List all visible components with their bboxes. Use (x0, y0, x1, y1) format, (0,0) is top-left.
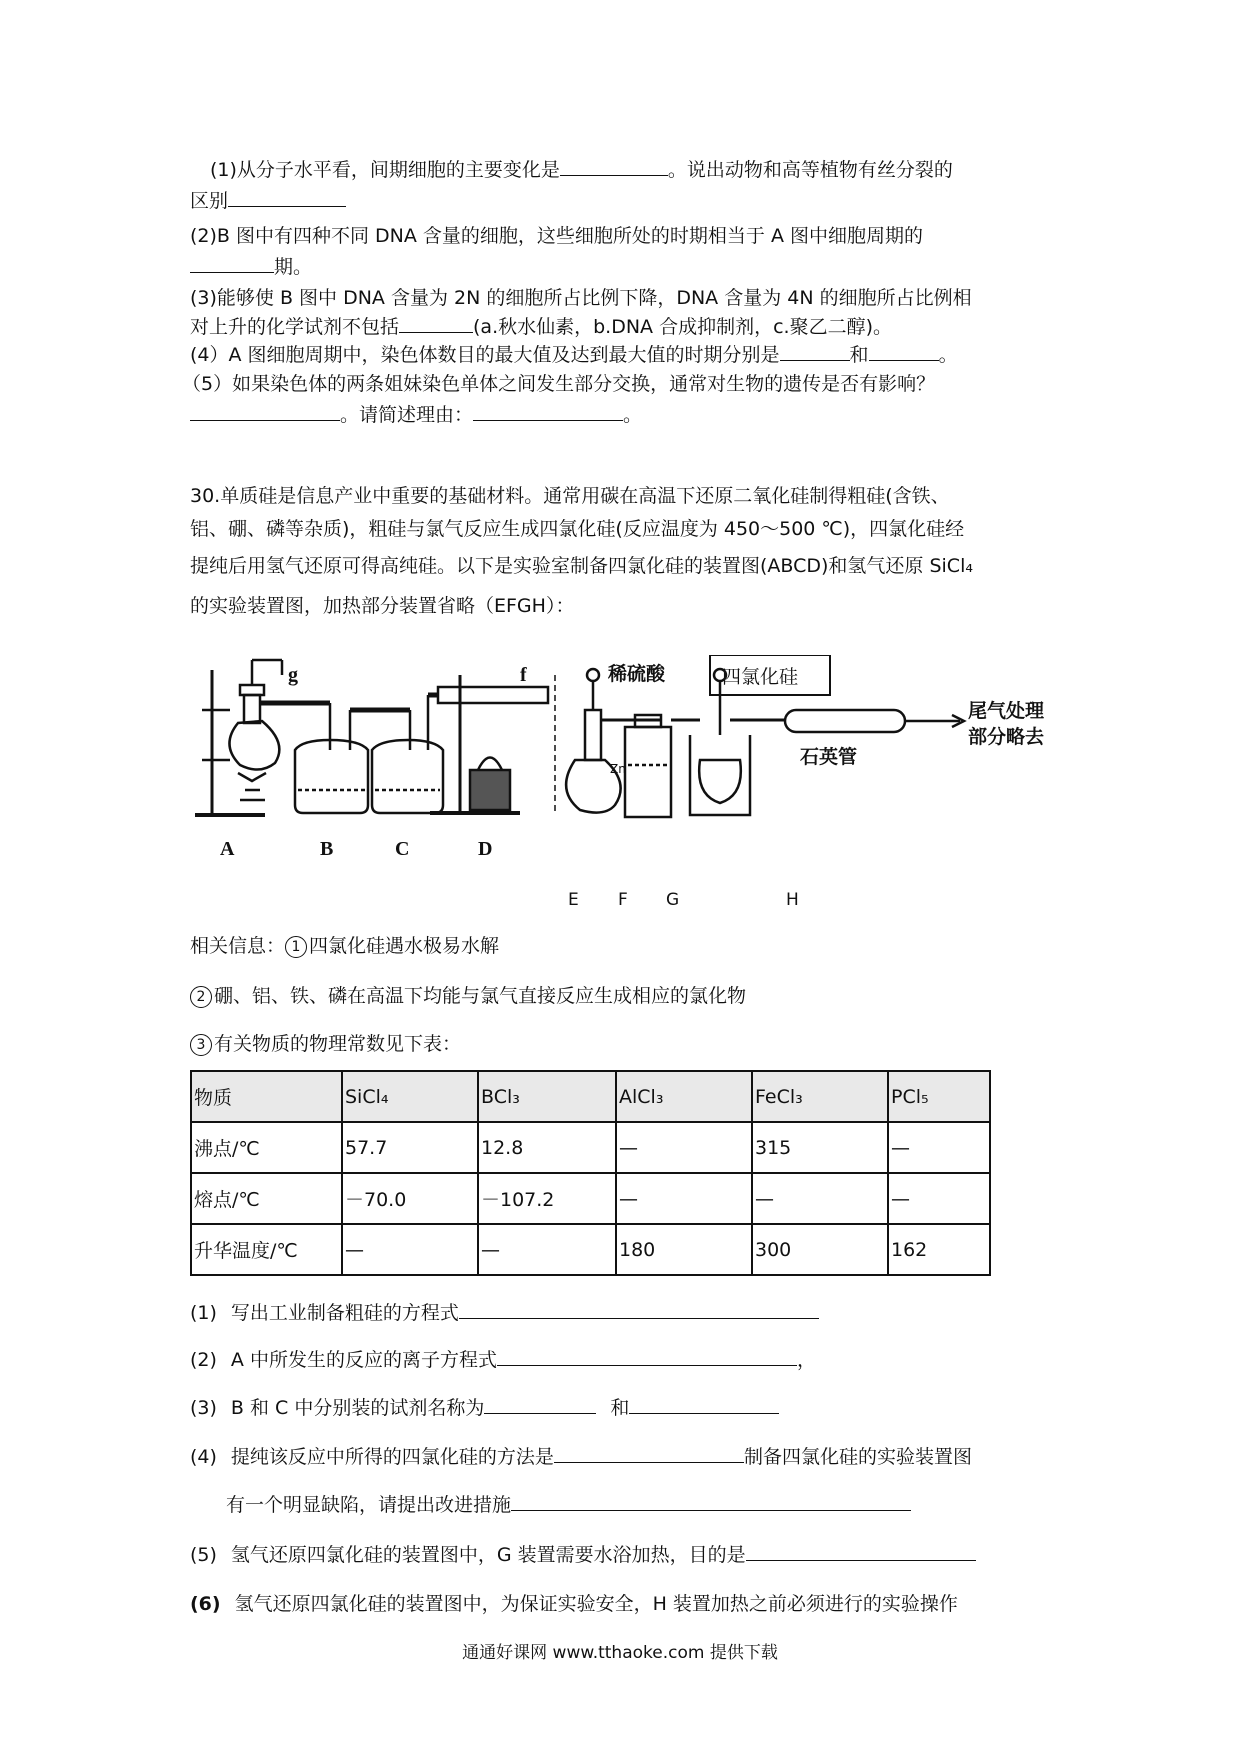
label-F: F (618, 890, 628, 910)
info-line-2: 2 硼、铝、铁、磷在高温下均能与氯气直接反应生成相应的氯化物 (190, 982, 746, 1010)
answer-blank[interactable] (459, 1298, 819, 1319)
table-header-cell: SiCl₄ (342, 1071, 478, 1122)
page-footer: 通通好课网 www.tthaoke.com 提供下载 (462, 1643, 778, 1663)
answer-blank[interactable] (560, 155, 668, 176)
answer-blank[interactable] (228, 186, 346, 207)
answer-blank[interactable] (190, 400, 340, 421)
sub-question-2: (2) A 中所发生的反应的离子方程式 ， (190, 1345, 816, 1374)
q30-intro-1: 30.单质硅是信息产业中重要的基础材料。通常用碳在高温下还原二氧化硅制得粗硅(含铁、 (190, 485, 950, 507)
label-B: B (320, 838, 334, 860)
table-row (191, 1224, 990, 1275)
table-row (191, 1173, 990, 1224)
label-acid: 稀硫酸 (608, 663, 666, 685)
table-cell: 熔点/℃ (191, 1173, 342, 1224)
answer-blank[interactable] (399, 312, 473, 333)
answer-blank[interactable] (746, 1540, 976, 1561)
answer-blank[interactable] (629, 1393, 779, 1414)
physical-constants-table (190, 1070, 991, 1276)
q29-line-3: (2)B 图中有四种不同 DNA 含量的细胞，这些细胞所处的时期相当于 A 图中细胞周期的 (190, 225, 923, 247)
label-tail-2: 部分略去 (968, 726, 1045, 748)
q29-line-6: 对上升的化学试剂不包括 (a.秋水仙素，b.DNA 合成抑制剂，c.聚乙二醇)。 (190, 312, 892, 341)
label-A: A (220, 838, 235, 860)
apparatus-figure (190, 655, 1070, 915)
label-D: D (478, 838, 493, 860)
table-cell: — (616, 1122, 752, 1173)
answer-blank[interactable] (484, 1393, 596, 1414)
label-f: f (520, 664, 527, 686)
q29-line-9: 。请简述理由： 。 (190, 400, 642, 429)
table-cell: 300 (752, 1224, 888, 1275)
table-row (191, 1122, 990, 1173)
sub-question-1: (1) 写出工业制备粗硅的方程式 (190, 1298, 819, 1327)
q29-line-8: （5）如果染色体的两条姐妹染色单体之间发生部分交换，通常对生物的遗传是否有影响？ (182, 373, 936, 395)
answer-blank[interactable] (869, 340, 939, 361)
label-G: G (666, 890, 680, 910)
table-header-cell: 物质 (191, 1071, 342, 1122)
sub-question-5: (5) 氢气还原四氯化硅的装置图中，G 装置需要水浴加热，目的是 (190, 1540, 976, 1569)
table-cell: — (888, 1122, 990, 1173)
table-cell: 12.8 (478, 1122, 616, 1173)
table-header-cell: PCl₅ (888, 1071, 990, 1122)
sub-question-4b: 有一个明显缺陷，请提出改进措施 (226, 1490, 911, 1519)
q29-line-1: (1)从分子水平看，间期细胞的主要变化是 。说出动物和高等植物有丝分裂的 (210, 155, 953, 184)
answer-blank[interactable] (780, 340, 850, 361)
q29-line-4: 期。 (190, 252, 312, 281)
table-header-row (191, 1071, 990, 1122)
answer-blank[interactable] (511, 1490, 911, 1511)
answer-blank[interactable] (473, 400, 623, 421)
table-cell: — (752, 1173, 888, 1224)
label-tail-1: 尾气处理 (968, 700, 1045, 722)
table-cell: — (478, 1224, 616, 1275)
info-line-3: 3 有关物质的物理常数见下表： (190, 1030, 461, 1058)
circled-number: 2 (190, 986, 212, 1008)
answer-blank[interactable] (190, 252, 274, 273)
q30-intro-3: 提纯后用氢气还原可得高纯硅。以下是实验室制备四氯化硅的装置图(ABCD)和氢气还原 SiCl₄ (190, 555, 973, 577)
label-g: g (288, 664, 298, 686)
table-cell: －107.2 (478, 1173, 616, 1224)
label-zn: Zn (610, 762, 626, 776)
table-header-cell: AlCl₃ (616, 1071, 752, 1122)
sub-question-6: (6) 氢气还原四氯化硅的装置图中，为保证实验安全，H 装置加热之前必须进行的实验操作 (190, 1593, 958, 1615)
circled-number: 3 (190, 1034, 212, 1056)
table-cell: — (342, 1224, 478, 1275)
sub-question-3: (3) B 和 C 中分别装的试剂名称为 和 (190, 1393, 779, 1422)
table-cell: 315 (752, 1122, 888, 1173)
q29-line-2: 区别 (190, 186, 346, 215)
label-C: C (395, 838, 410, 860)
table-cell: 57.7 (342, 1122, 478, 1173)
table-cell: 180 (616, 1224, 752, 1275)
q30-intro-4: 的实验装置图，加热部分装置省略（EFGH）： (190, 595, 575, 617)
label-E: E (568, 890, 579, 910)
q29-line-5: (3)能够使 B 图中 DNA 含量为 2N 的细胞所占比例下降，DNA 含量为 4N 的细胞所占比例相 (190, 287, 972, 309)
table-header-cell: BCl₃ (478, 1071, 616, 1122)
table-cell: 162 (888, 1224, 990, 1275)
answer-blank[interactable] (554, 1442, 744, 1463)
table-cell: －70.0 (342, 1173, 478, 1224)
label-H: H (786, 890, 799, 910)
q30-intro-2: 铝、硼、磷等杂质)，粗硅与氯气反应生成四氯化硅(反应温度为 450～500 ℃)，四氯化硅经 (190, 518, 965, 540)
table-cell: 沸点/℃ (191, 1122, 342, 1173)
info-line-1: 相关信息： 1 四氯化硅遇水极易水解 (190, 935, 500, 957)
label-quartz: 石英管 (800, 746, 858, 768)
sub-question-4a: (4) 提纯该反应中所得的四氯化硅的方法是 制备四氯化硅的实验装置图 (190, 1442, 972, 1471)
circled-number: 1 (285, 936, 307, 958)
answer-blank[interactable] (497, 1345, 797, 1366)
table-cell: — (616, 1173, 752, 1224)
table-header-cell: FeCl₃ (752, 1071, 888, 1122)
table-cell: 升华温度/℃ (191, 1224, 342, 1275)
label-sicl4: 四氯化硅 (722, 666, 799, 688)
table-cell: — (888, 1173, 990, 1224)
q29-line-7: (4）A 图细胞周期中，染色体数目的最大值及达到最大值的时期分别是 和 。 (190, 340, 958, 369)
